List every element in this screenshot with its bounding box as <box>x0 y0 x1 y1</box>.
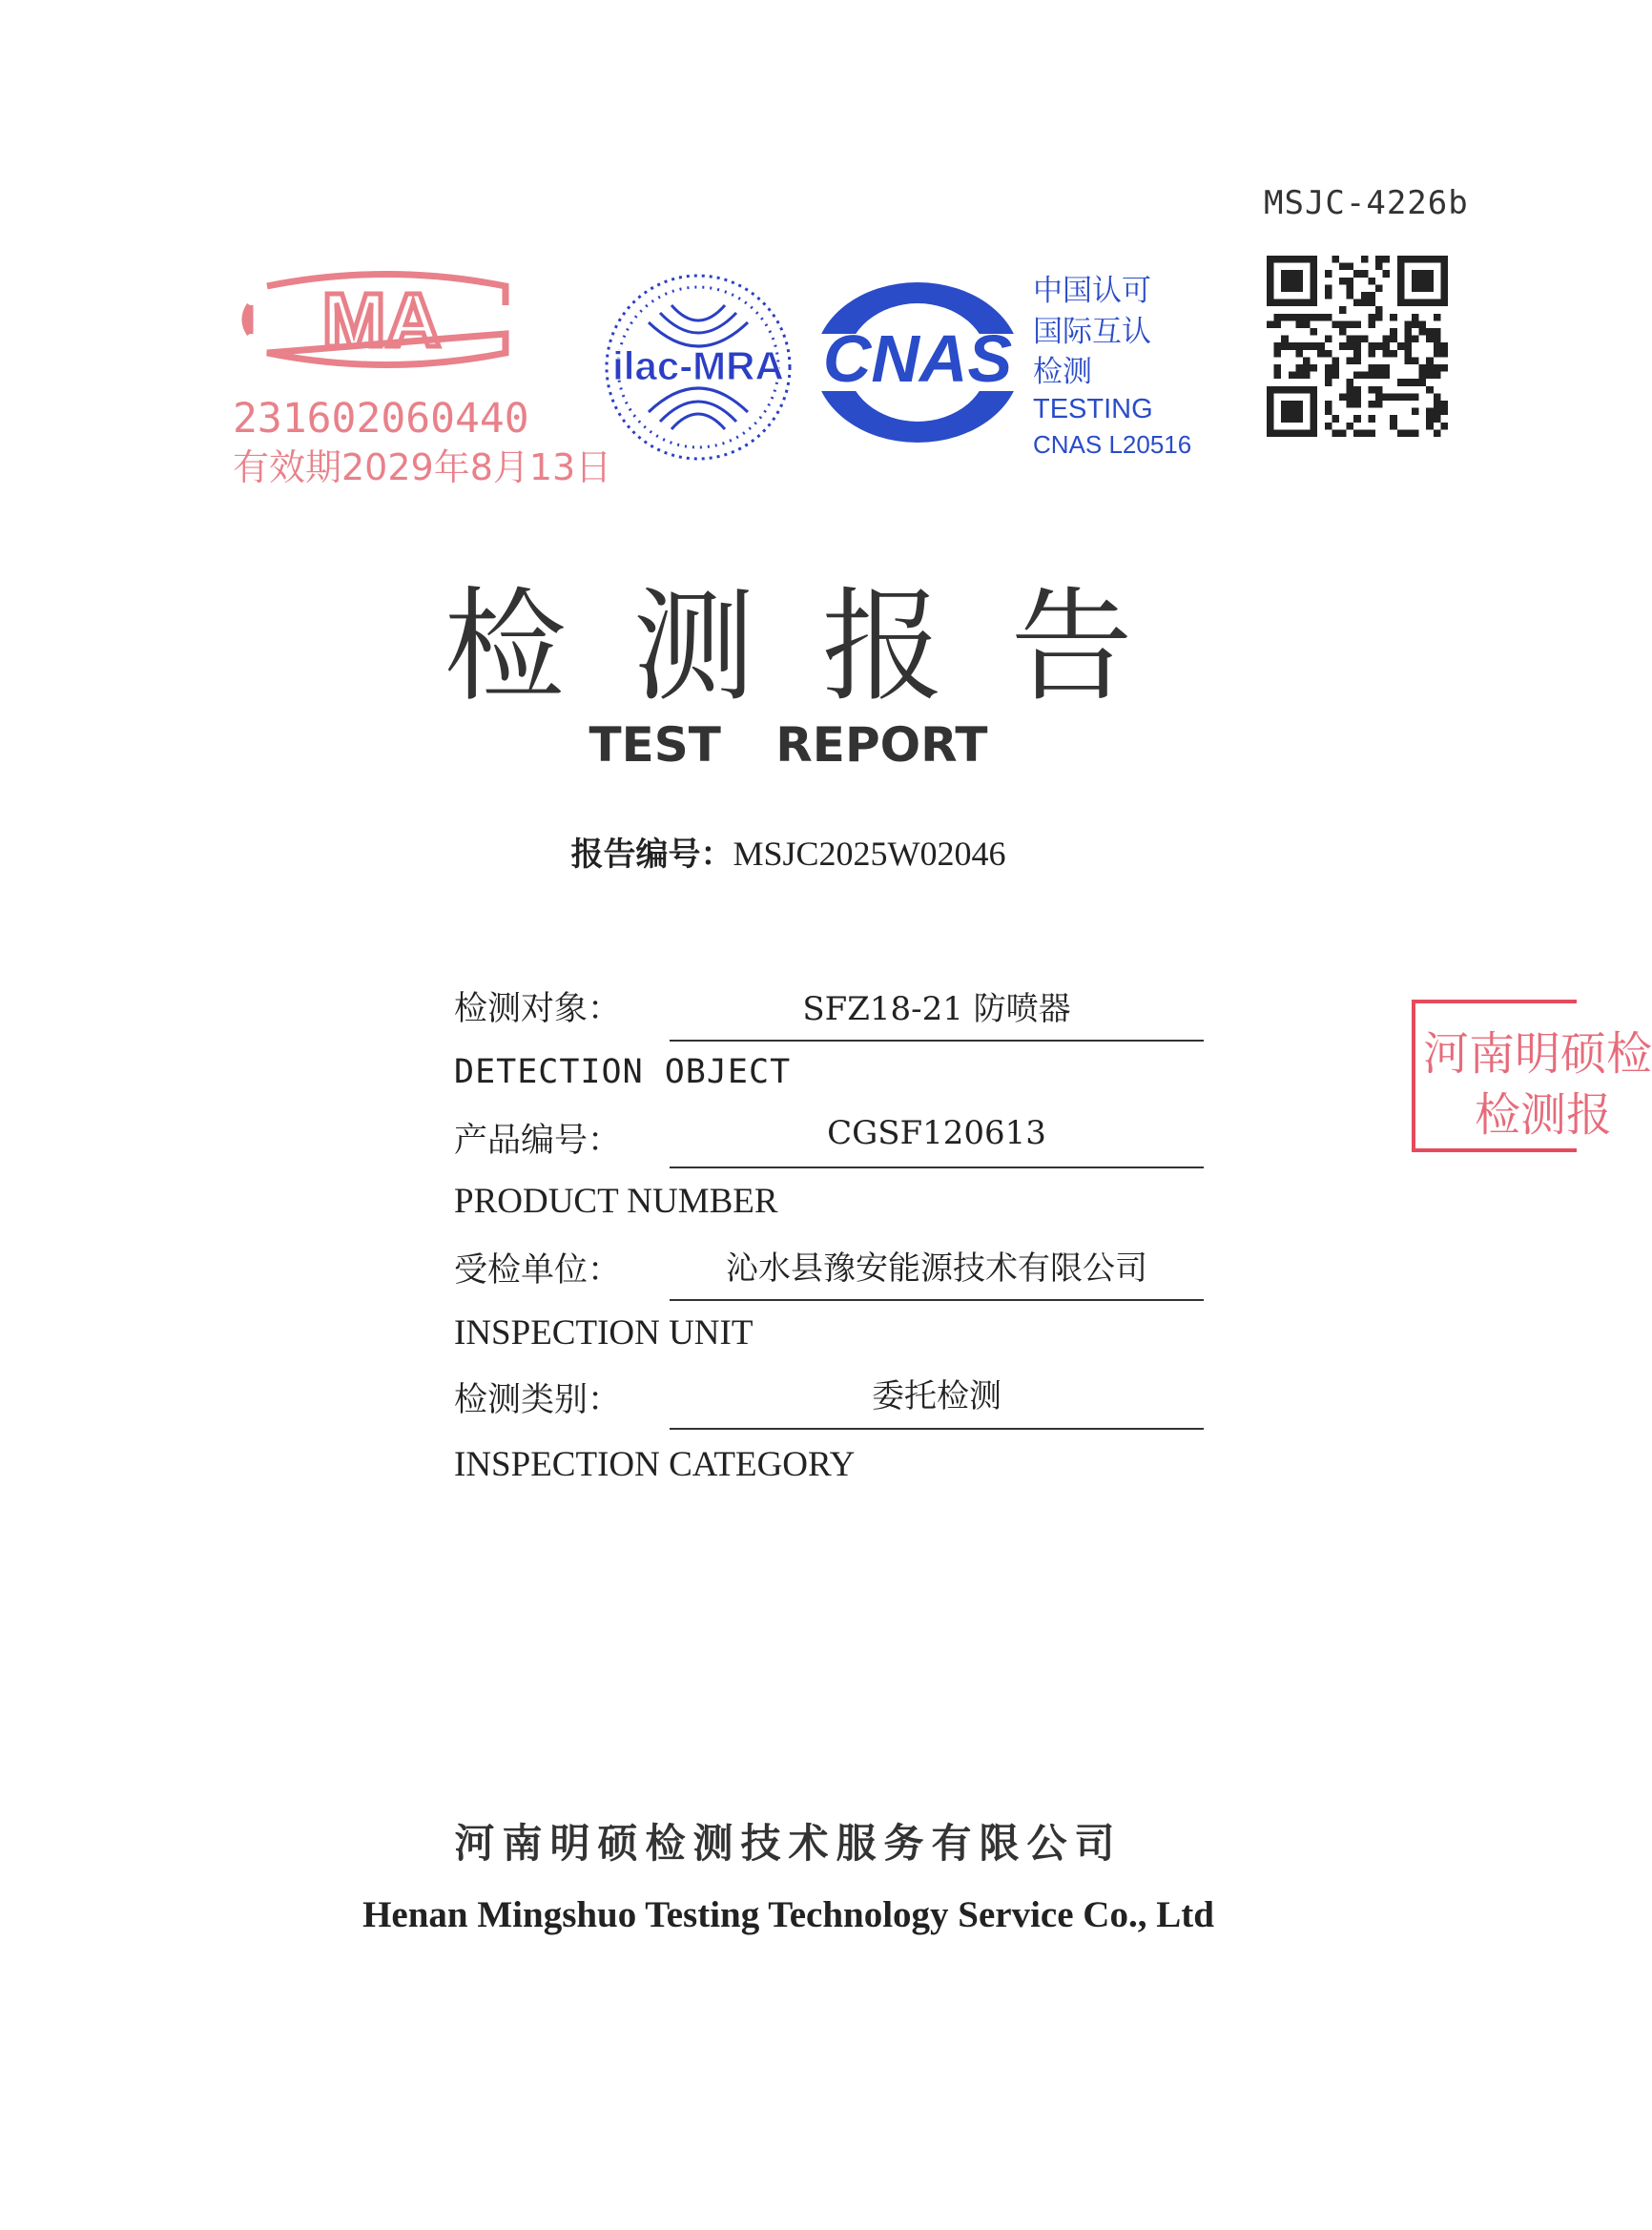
cnas-text-line-3: 检测 <box>1033 355 1092 389</box>
inspection-unit-underline <box>670 1299 1204 1301</box>
cnas-text-line-1: 中国认可 <box>1033 274 1151 308</box>
detection-object-label: 检测对象： <box>454 990 622 1028</box>
inspection-category-label: 检测类别： <box>454 1381 622 1419</box>
detection-object-value: SFZ18-21 防喷器 <box>802 990 1071 1028</box>
detection-object-underline <box>670 1040 1204 1042</box>
product-number-underline <box>670 1167 1204 1168</box>
report-title-chinese: 检测报告 <box>444 576 1200 718</box>
report-title-english: TEST REPORT <box>589 717 988 773</box>
cnas-text-line-4: TESTING <box>1033 394 1153 424</box>
inspection-category-value: 委托检测 <box>872 1377 1002 1415</box>
report-number <box>0 828 1577 875</box>
ma-valid-until: 有效期2029年8月13日 <box>233 446 612 488</box>
inspection-unit-label: 受检单位： <box>454 1251 622 1290</box>
ilac-mark: ilac-MRA <box>612 343 784 388</box>
company-name-english: Henan Mingshuo Testing Technology Service Co., Ltd <box>362 1894 1214 1935</box>
qr-code-icon <box>1267 256 1448 437</box>
ma-certification-logo <box>229 262 612 496</box>
product-number-value: CGSF120613 <box>827 1114 1046 1152</box>
seal-text-line-1: 河南明硕检 <box>1423 1027 1652 1081</box>
cnas-text-line-2: 国际互认 <box>1033 315 1151 349</box>
ma-cert-number: 231602060440 <box>233 395 529 443</box>
inspection-unit-value: 沁水县豫安能源技术有限公司 <box>726 1249 1147 1288</box>
report-number-label: 报告编号： <box>570 836 733 874</box>
document-code: MSJC-4226b <box>1264 184 1469 222</box>
inspection-category-underline <box>670 1428 1204 1430</box>
product-number-label-en: PRODUCT NUMBER <box>454 1182 778 1221</box>
report-number-value: MSJC2025W02046 <box>733 835 1006 873</box>
company-seal-stamp <box>1412 1000 1652 1152</box>
seal-text-line-2: 检测报 <box>1475 1088 1613 1142</box>
ilac-mra-logo <box>601 265 796 470</box>
ma-mark: MA <box>321 278 442 362</box>
cnas-mark: CNAS <box>822 321 1013 396</box>
inspection-unit-label-en: INSPECTION UNIT <box>454 1313 754 1352</box>
inspection-category-label-en: INSPECTION CATEGORY <box>454 1445 856 1484</box>
company-name-chinese: 河南明硕检测技术服务有限公司 <box>454 1820 1123 1867</box>
cnas-text-line-5: CNAS L20516 <box>1033 430 1192 459</box>
cnas-logo <box>801 275 1035 451</box>
detection-object-label-en: DETECTION OBJECT <box>454 1053 792 1091</box>
product-number-label: 产品编号： <box>454 1122 622 1160</box>
